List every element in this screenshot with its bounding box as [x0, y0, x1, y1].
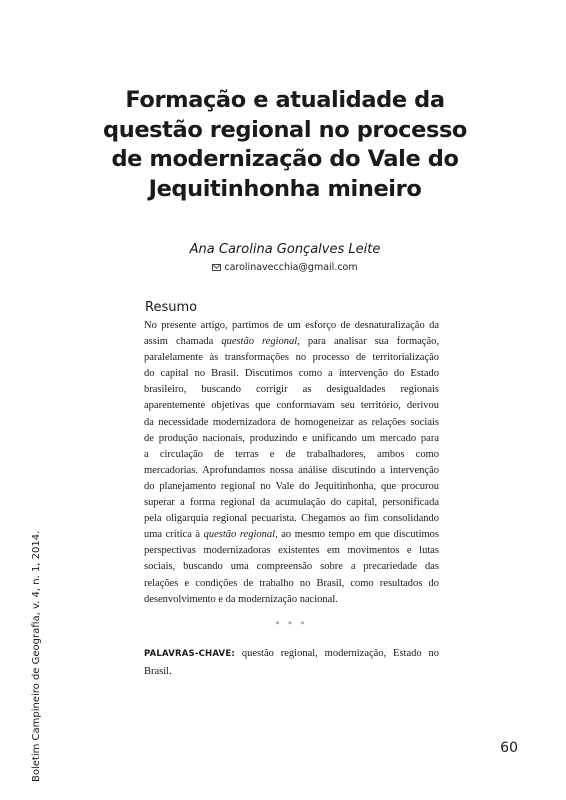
author-name: Ana Carolina Gonçalves Leite	[189, 242, 381, 257]
keywords-label: PALAVRAS-CHAVE:	[144, 649, 235, 659]
page-number: 60	[500, 740, 518, 756]
title-line: Formação e atualidade da	[125, 87, 445, 113]
article-title	[90, 86, 480, 204]
abstract-line: do planejamento regional no Vale do Jequitinhonha, que procurou	[144, 480, 439, 492]
abstract-body	[144, 318, 439, 608]
journal-citation: Boletim Campineiro de Geografia, v. 4, n. 1, 2014.	[31, 530, 42, 782]
emphasis-text: questão regional	[203, 529, 276, 541]
abstract-line: sociais, buscando uma compreensão sobre a precariedade das	[144, 561, 439, 573]
title-line: Jequitinhonha mineiro	[148, 175, 422, 202]
abstract-line: desenvolvimento e da modernização nacional.	[144, 593, 338, 605]
abstract-line: assim chamada questão regional, para analisar sua formação,	[144, 336, 439, 348]
keywords-line	[144, 663, 439, 680]
abstract-line: de produção nacionais, produzindo e unificando um mercado para	[144, 432, 439, 444]
title-line: questão regional no processo	[103, 116, 467, 143]
emphasis-text: questão regional	[221, 336, 298, 348]
abstract-line: do capital no Brasil. Discutimos como a intervenção do Estado	[144, 368, 439, 380]
abstract-line: da necessidade modernizadora de homogeneizar as relações sociais	[144, 416, 439, 428]
abstract-line: a circulação de terras e de trabalhadores, ambos como	[144, 448, 439, 460]
keywords-block	[144, 645, 439, 680]
abstract-line: uma crítica à questão regional, ao mesmo tempo em que discutimos	[144, 529, 440, 541]
title-line: de modernização do Vale do	[111, 146, 459, 172]
abstract-line: brasileiro, buscando corrigir as desigualdades regionais	[144, 384, 439, 396]
keywords-text: questão regional, modernização, Estado no	[234, 648, 439, 659]
envelope-icon	[212, 264, 221, 271]
author-email[interactable]	[150, 262, 420, 273]
abstract-heading: Resumo	[145, 300, 198, 315]
abstract-line: superar a forma regional da acumulação do capital, personificada	[144, 497, 439, 509]
abstract-line: paralelamente às transformações no processo de territorialização	[144, 352, 439, 364]
keywords-text: Brasil.	[144, 666, 172, 677]
abstract-line: No presente artigo, partimos de um esforço de desnaturalização da	[144, 320, 439, 331]
abstract-line: perspectivas modernizadoras existentes em movimentos e lutas	[144, 545, 439, 557]
abstract-line: mercadorias. Aprofundamos nossa análise discutindo a intervenção	[144, 464, 439, 476]
abstract-line: aparentemente objetivas que conformavam seu território, derivou	[144, 400, 439, 412]
section-separator: * * *	[275, 620, 308, 629]
email-text[interactable]: carolinavecchia@gmail.com	[224, 262, 358, 273]
abstract-line: pela oligarquia regional pecuarista. Chegamos ao fim consolidando	[144, 513, 439, 525]
keywords-line	[144, 645, 439, 663]
abstract-line: relações e condições de trabalho no Brasil, como resultados do	[144, 577, 439, 589]
